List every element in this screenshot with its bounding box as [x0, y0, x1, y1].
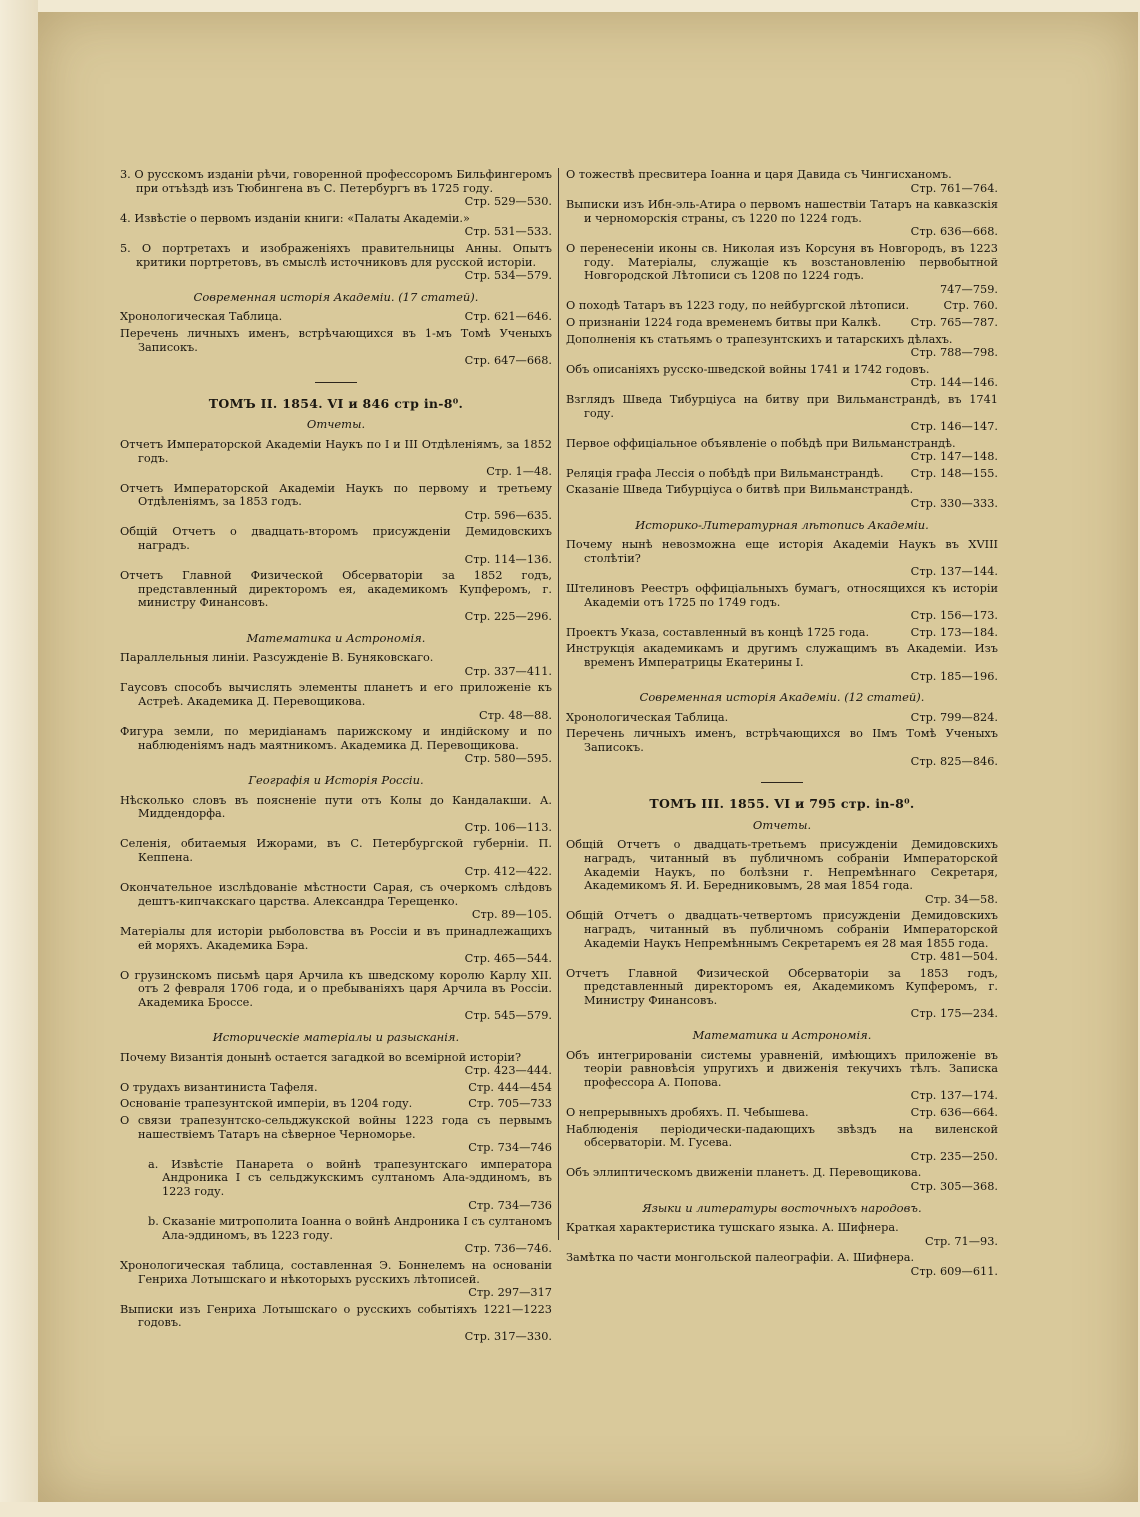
- section-heading: Математика и Астрономія.: [246, 630, 426, 645]
- entry-title: Инструкція академикамъ и другимъ служащимъ въ Академіи. Изъ временъ Императрицы Екатерины I.: [566, 642, 998, 669]
- entry-title: Выписки изъ Ибн-эль-Атира о первомъ нашествіи Татаръ на кавказскія и черноморскія страны, съ 1220 по 1224 годъ.: [566, 198, 998, 225]
- toc-entry: [566, 299, 998, 313]
- toc-entry: [566, 538, 998, 579]
- entry-pages: Стр. 137—174.: [910, 1089, 998, 1103]
- entry-pages: Стр. 734—746: [468, 1141, 552, 1155]
- entry-title: О связи трапезунтско-сельджукской войны 1223 года съ первымъ нашествіемъ Татаръ на сѣверное Черноморье.: [120, 1114, 552, 1141]
- toc-entry: [120, 1158, 552, 1212]
- entry-title: Отчетъ Главной Физической Обсерваторіи за 1852 годъ, представленный директоромъ ея, академикомъ Купферомъ, г. министру Финансовъ.: [120, 569, 552, 610]
- entry-pages: Стр. 705—733: [468, 1097, 552, 1111]
- page-top-margin: [0, 0, 1140, 12]
- toc-entry: [566, 582, 998, 623]
- toc-entry: [566, 1251, 998, 1278]
- entry-title: О тожествѣ пресвитера Іоанна и царя Давида съ Чингисханомъ.: [566, 168, 952, 181]
- toc-entry: [120, 925, 552, 966]
- entry-pages: Стр. 114—136.: [464, 552, 552, 566]
- entry-title: Гаусовъ способъ вычислять элементы планетъ и его приложеніе къ Астреѣ. Академика Д. Перевощикова.: [120, 681, 552, 708]
- entry-pages: Стр. 465—544.: [464, 952, 552, 966]
- entry-pages: Стр. 148—155.: [910, 466, 998, 480]
- entry-title: Почему нынѣ невозможна еще исторія Академіи Наукъ въ XVIII столѣтіи?: [566, 538, 998, 565]
- toc-entry: [120, 1081, 552, 1095]
- entry-pages: Стр. 412—422.: [464, 864, 552, 878]
- entry-pages: Стр. 534—579.: [464, 269, 552, 283]
- entry-title: Реляція графа Лессія о побѣдѣ при Вильманстрандѣ.: [566, 466, 884, 480]
- section-heading: Современная исторія Академіи. (17 статей).: [193, 289, 479, 304]
- entry-pages: Стр. 147—148.: [910, 450, 998, 464]
- entry-pages: Стр. 175—234.: [910, 1007, 998, 1021]
- entry-title: a. Извѣстіе Панарета о войнѣ трапезунтскаго императора Андроника I съ сельджукскимъ султаномъ Ала-эддиномъ, въ 1223 году.: [148, 1157, 552, 1198]
- toc-entry: [566, 909, 998, 963]
- entry-pages: Стр. 580—595.: [464, 752, 552, 766]
- toc-entry: [566, 168, 998, 195]
- entry-title: Нѣсколько словъ въ поясненіе пути отъ Колы до Кандалакши. А. Миддендорфа.: [120, 793, 552, 821]
- toc-entry: [120, 525, 552, 566]
- entry-title: b. Сказаніе митрополита Іоанна о войнѣ Андроника I съ султаномъ Ала-эддиномъ, въ 1223 году.: [148, 1215, 552, 1242]
- entry-pages: Стр. 146—147.: [910, 420, 998, 434]
- entry-title: Краткая характеристика тушскаго языка. А. Шифнера.: [566, 1221, 899, 1235]
- entry-title: Общій Отчетъ о двадцать-третьемъ присужденіи Демидовскихъ наградъ, читанный въ публичномъ собраніи Императорской Академіи Наукъ, по болѣзни г. Непремѣннаго Секретаря, Академикомъ Я. И. Бередниковымъ, 28 мая 1854 года.: [566, 838, 998, 893]
- entry-pages: Стр. 185—196.: [910, 669, 998, 683]
- entry-title: Окончательное изслѣдованіе мѣстности Сарая, съ очеркомъ слѣдовъ дештъ-кипчакскаго царства. Александра Терещенко.: [120, 881, 552, 908]
- entry-title: Объ интегрированіи системы уравненій, имѣющихъ приложеніе въ теоріи равновѣсія упругихъ и движенія текучихъ тѣлъ. Записка профессора А. Попова.: [566, 1048, 998, 1089]
- toc-entry: [120, 881, 552, 922]
- entry-pages: Стр. 799—824.: [910, 710, 998, 724]
- toc-entry: [120, 969, 552, 1023]
- volume-heading: ТОМЪ II. 1854. VI и 846 стр in-8⁰.: [208, 395, 464, 411]
- toc-entry: [120, 569, 552, 623]
- entry-pages: Стр. 48—88.: [479, 708, 552, 722]
- toc-entry: [566, 1106, 998, 1120]
- toc-entry: [566, 967, 998, 1021]
- entry-pages: Стр. 734—736: [468, 1198, 552, 1212]
- entry-pages: Стр. 761—764.: [910, 181, 998, 195]
- entry-title: Матеріалы для исторіи рыболовства въ Россіи и въ принадлежащихъ ей моряхъ. Академика Бэра.: [120, 924, 552, 952]
- entry-pages: Стр. 71—93.: [925, 1234, 998, 1248]
- toc-entry: [120, 212, 552, 239]
- column-divider: [558, 168, 559, 1240]
- entry-title: Объ эллиптическомъ движеніи планетъ. Д. Перевощикова.: [566, 1166, 922, 1180]
- entry-pages: Стр. 225—296.: [464, 610, 552, 624]
- entry-pages: Стр. 609—611.: [910, 1264, 998, 1278]
- entry-title: Общій Отчетъ о двадцать-четвертомъ присужденіи Демидовскихъ наградъ, читанный въ публичномъ собраніи Императорской Академіи Наукъ Непремѣннымъ Секретаремъ ея 28 мая 1855 года.: [566, 909, 998, 950]
- entry-title: Отчетъ Главной Физической Обсерваторіи за 1853 годъ, представленный директоромъ ея, Академикомъ Купферомъ, г. Министру Финансовъ.: [566, 966, 998, 1007]
- entry-title: О походѣ Татаръ въ 1223 году, по нейбургской лѣтописи.: [566, 299, 910, 313]
- entry-pages: Стр. 788—798.: [910, 346, 998, 360]
- toc-entry: [566, 1049, 998, 1103]
- toc-entry: [120, 168, 552, 209]
- toc-entry: [120, 1303, 552, 1344]
- entry-pages: Стр. 760.: [943, 299, 998, 313]
- entry-pages: Стр. 647—668.: [464, 354, 552, 368]
- entry-pages: Стр. 596—635.: [464, 508, 552, 522]
- toc-entry: [566, 363, 998, 390]
- entry-title: Первое оффиціальное объявленіе о побѣдѣ при Вильманстрандѣ.: [566, 436, 956, 450]
- entry-title: О непрерывныхъ дробяхъ. П. Чебышева.: [566, 1106, 809, 1120]
- entry-title: Селенія, обитаемыя Ижорами, въ С. Петербургской губерніи. П. Кеппена.: [120, 837, 552, 864]
- entry-pages: Стр. 106—113.: [464, 820, 552, 834]
- toc-entry: [566, 437, 998, 464]
- page-bottom-margin: [0, 1502, 1140, 1517]
- entry-pages: Стр. 825—846.: [910, 754, 998, 768]
- section-heading: Отчеты.: [306, 417, 366, 432]
- entry-pages: Стр. 89—105.: [471, 908, 552, 922]
- entry-pages: Стр. 529—530.: [464, 195, 552, 209]
- entry-pages: Стр. 156—173.: [910, 609, 998, 623]
- entry-pages: Стр. 1—48.: [486, 465, 552, 479]
- toc-entry: [120, 1051, 552, 1078]
- toc-entry: [566, 198, 998, 239]
- toc-entry: [566, 242, 998, 296]
- entry-title: О трудахъ византиниста Тафеля.: [120, 1080, 318, 1094]
- entry-pages: Стр. 305—368.: [910, 1180, 998, 1193]
- toc-entry: [120, 1259, 552, 1300]
- toc-entry: [566, 333, 998, 360]
- entry-pages: Стр. 636—664.: [910, 1106, 998, 1120]
- entry-title: О перенесеніи иконы св. Николая изъ Корсуня въ Новгородъ, въ 1223 году. Матеріалы, служащіе къ возстановленію первобытной Новгородской Лѣтописи съ 1208 по 1224 годъ.: [566, 241, 998, 283]
- entry-title: Сказаніе Шведа Тибурціуса о битвѣ при Вильманстрандѣ.: [566, 483, 914, 497]
- entry-title: 5. О портретахъ и изображеніяхъ правительницы Анны. Опытъ критики портретовъ, въ смыслѣ источниковъ для русской исторіи.: [120, 241, 552, 269]
- entry-pages: Стр. 144—146.: [910, 376, 998, 390]
- toc-entry: [120, 327, 552, 368]
- entry-pages: Стр. 545—579.: [464, 1009, 552, 1023]
- page-left-margin: [0, 0, 38, 1517]
- entry-title: 3. О русскомъ изданіи рѣчи, говоренной профессоромъ Бильфингеромъ при отъѣздѣ изъ Тюбингена въ С. Петербургъ въ 1725 году.: [120, 168, 552, 195]
- toc-entry: [566, 626, 998, 640]
- left-column: [120, 168, 552, 1347]
- entry-title: Взглядъ Шведа Тибурціуса на битву при Вильманстрандѣ, въ 1741 году.: [566, 392, 998, 420]
- entry-title: Общій Отчетъ о двадцать-второмъ присужденіи Демидовскихъ наградъ.: [120, 525, 552, 553]
- entry-pages: Стр. 330—333.: [910, 497, 998, 511]
- section-heading: Языки и литературы восточныхъ народовъ.: [642, 1200, 922, 1215]
- entry-title: Почему Византія донынѣ остается загадкой во всемірной исторіи?: [120, 1050, 522, 1064]
- entry-title: Перечень личныхъ именъ, встрѣчающихся во IIмъ Томѣ Ученыхъ Записокъ.: [566, 727, 998, 754]
- entry-title: Наблюденія періодически-падающихъ звѣздъ на виленской обсерваторіи. М. Гусева.: [566, 1122, 998, 1150]
- toc-entry: [566, 483, 998, 510]
- section-heading: Современная исторія Академіи. (12 статей).: [639, 690, 925, 705]
- toc-entry: [120, 1097, 552, 1111]
- toc-entry: [120, 1114, 552, 1155]
- entry-pages: 747—759.: [939, 282, 998, 296]
- section-heading: Географія и Исторія Россіи.: [248, 772, 424, 787]
- entry-pages: Стр. 621—646.: [464, 310, 552, 324]
- toc-entry: [566, 467, 998, 481]
- entry-title: Параллельныя линіи. Разсужденіе В. Буняковскаго.: [120, 651, 434, 665]
- entry-pages: Стр. 481—504.: [910, 950, 998, 964]
- toc-entry: [566, 316, 998, 330]
- toc-entry: [120, 681, 552, 722]
- entry-pages: Стр. 173—184.: [910, 625, 998, 639]
- entry-title: Дополненія къ статьямъ о трапезунтскихъ и татарскихъ дѣлахъ.: [566, 332, 953, 346]
- toc-entry: [120, 482, 552, 523]
- entry-title: О признаніи 1224 года временемъ битвы при Калкѣ.: [566, 315, 882, 329]
- entry-title: Отчетъ Императорской Академіи Наукъ по первому и третьему Отдѣленіямъ, за 1853 годъ.: [120, 481, 552, 509]
- section-heading: Отчеты.: [752, 817, 812, 832]
- toc-entry: [120, 310, 552, 324]
- entry-pages: Стр. 297—317: [468, 1286, 552, 1300]
- entry-title: Фигура земли, по меридіанамъ парижскому и индійскому и по наблюденіямъ надъ маятникомъ. Академика Д. Перевощикова.: [120, 725, 552, 752]
- section-rule: [761, 782, 803, 783]
- entry-title: Отчетъ Императорской Академіи Наукъ по I и III Отдѣленіямъ, за 1852 годъ.: [120, 437, 552, 465]
- entry-pages: Стр. 636—668.: [910, 225, 998, 239]
- toc-entry: [566, 642, 998, 683]
- entry-pages: Стр. 444—454: [468, 1080, 552, 1094]
- entry-pages: Стр. 34—58.: [925, 892, 998, 906]
- right-column: [566, 168, 998, 1282]
- section-rule: [315, 382, 357, 383]
- toc-entry: [566, 1221, 998, 1248]
- entry-title: Штелиновъ Реестръ оффиціальныхъ бумагъ, относящихся къ исторіи Академіи отъ 1725 по 1749 годъ.: [566, 582, 998, 609]
- toc-entry: [120, 794, 552, 835]
- toc-entry: [120, 837, 552, 878]
- toc-entry: [566, 711, 998, 725]
- toc-entry: [566, 727, 998, 768]
- section-heading: Математика и Астрономія.: [692, 1028, 872, 1043]
- entry-pages: Стр. 423—444.: [464, 1064, 552, 1078]
- entry-pages: Стр. 337—411.: [464, 664, 552, 678]
- toc-entry: [120, 725, 552, 766]
- entry-title: Выписки изъ Генриха Лотышскаго о русскихъ событіяхъ 1221—1223 годовъ.: [120, 1302, 552, 1330]
- entry-title: Перечень личныхъ именъ, встрѣчающихся въ 1-мъ Томѣ Ученыхъ Записокъ.: [120, 326, 552, 354]
- entry-title: Хронологическая Таблица.: [566, 710, 729, 724]
- entry-pages: Стр. 137—144.: [910, 565, 998, 579]
- volume-heading: ТОМЪ III. 1855. VI и 795 стр. in-8⁰.: [649, 796, 915, 812]
- section-heading: Историко-Литературная лѣтопись Академіи.: [635, 517, 929, 532]
- entry-pages: Стр. 531—533.: [464, 225, 552, 239]
- toc-entry: [120, 242, 552, 283]
- section-heading: Историческіе матеріалы и разысканія.: [212, 1030, 460, 1045]
- toc-entry: [120, 1215, 552, 1256]
- entry-title: Проектъ Указа, составленный въ концѣ 1725 года.: [566, 625, 870, 639]
- toc-entry: [566, 393, 998, 434]
- entry-title: 4. Извѣстіе о первомъ изданіи книги: «Палаты Академіи.»: [120, 211, 470, 225]
- toc-entry: [566, 1166, 998, 1193]
- toc-entry: [566, 1123, 998, 1164]
- entry-title: О грузинскомъ письмѣ царя Арчила къ шведскому королю Карлу XII. отъ 2 февраля 1706 года, и о пребываніяхъ царя Арчила въ Россіи. Академика Броссе.: [120, 968, 552, 1009]
- toc-entry: [120, 438, 552, 479]
- entry-title: Замѣтка по части монгольской палеографіи. А. Шифнера.: [566, 1251, 915, 1265]
- entry-pages: Стр. 736—746.: [464, 1242, 552, 1256]
- entry-pages: Стр. 317—330.: [464, 1329, 552, 1343]
- entry-title: Объ описаніяхъ русско-шведской войны 1741 и 1742 годовъ.: [566, 362, 930, 376]
- entry-pages: Стр. 765—787.: [910, 315, 998, 329]
- entry-title: Хронологическая таблица, составленная Э. Боннелемъ на основаніи Генриха Лотышскаго и нѣкоторыхъ русскихъ лѣтописей.: [120, 1258, 552, 1286]
- toc-entry: [566, 838, 998, 906]
- toc-entry: [120, 651, 552, 678]
- entry-pages: Стр. 235—250.: [910, 1149, 998, 1163]
- entry-title: Основаніе трапезунтской имперіи, въ 1204 году.: [120, 1097, 413, 1111]
- entry-title: Хронологическая Таблица.: [120, 310, 283, 324]
